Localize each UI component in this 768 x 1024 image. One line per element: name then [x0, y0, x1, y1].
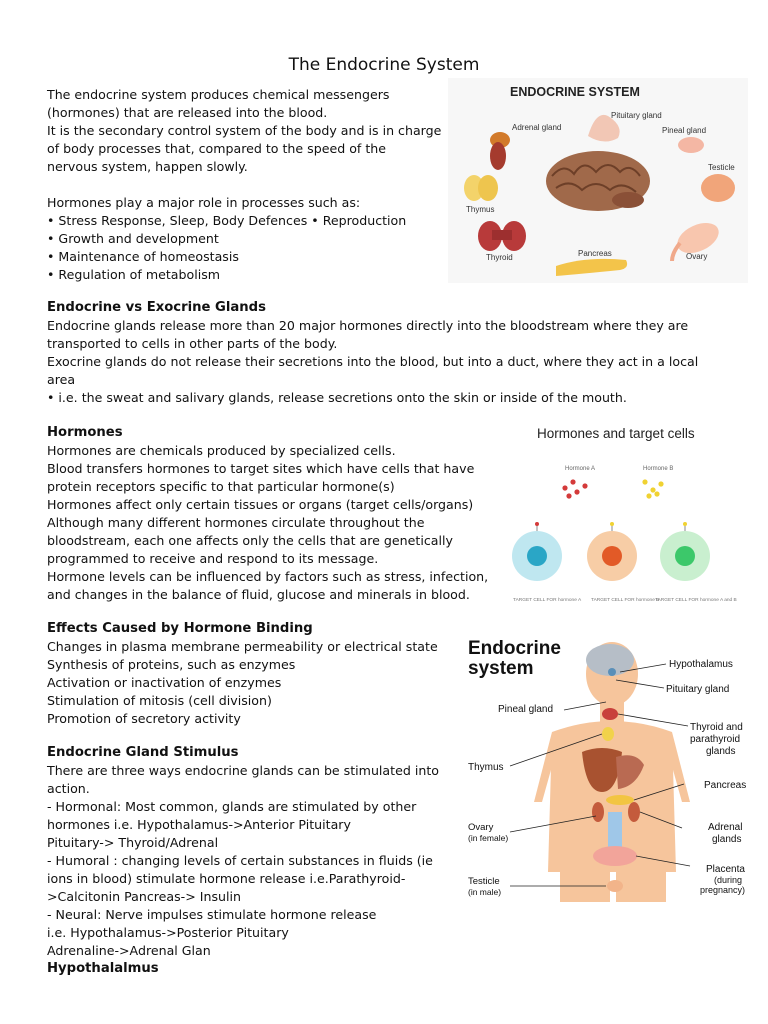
roles-intro: Hormones play a major role in processes such as: — [47, 195, 361, 210]
paragraph-line: - Hormonal: Most common, glands are stimulated by other — [47, 799, 417, 814]
label-pancreas: Pancreas — [704, 780, 747, 791]
label-target-a: TARGET CELL FOR hormone A — [513, 598, 582, 603]
paragraph-line: • i.e. the sweat and salivary glands, release secretions onto the skin or inside of the mouth. — [47, 390, 627, 405]
label-testicle-1: Testicle — [468, 876, 500, 887]
paragraph-line: Blood transfers hormones to target sites which have cells that have — [47, 461, 475, 476]
paragraph-line: action. — [47, 781, 90, 796]
role-item: • Stress Response, Sleep, Body Defences • Reproduction — [47, 213, 407, 228]
section-heading: Endocrine vs Exocrine Glands — [47, 300, 266, 315]
label-adrenal-2: glands — [712, 834, 742, 845]
figure1-title: ENDOCRINE SYSTEM — [510, 85, 640, 99]
label-placenta-3: pregnancy) — [700, 885, 746, 895]
intro-line: The endocrine system produces chemical messengers — [47, 87, 390, 102]
stimulus-section — [47, 744, 439, 978]
paragraph-line: >Calcitonin Pancreas-> Insulin — [47, 889, 241, 904]
paragraph-line: protein receptors specific to that particular hormone(s) — [47, 479, 395, 494]
vessel-shape — [608, 812, 622, 848]
paragraph-line: Pituitary-> Thyroid/Adrenal — [47, 835, 219, 850]
section-heading: Effects Caused by Hormone Binding — [47, 621, 313, 636]
label-pituitary: Pituitary gland — [666, 684, 730, 695]
pancreas-marker — [606, 795, 634, 805]
effects-section — [47, 620, 438, 728]
paragraph-line: area — [47, 372, 76, 387]
paragraph-line: Synthesis of proteins, such as enzymes — [47, 657, 296, 672]
paragraph-line: transported to cells in other parts of the body. — [47, 336, 338, 351]
paragraph-line: Stimulation of mitosis (cell division) — [47, 693, 272, 708]
label-adrenal: Adrenal gland — [512, 123, 562, 132]
hormones-section — [47, 424, 488, 604]
paragraph-line: and changes in the balance of fluid, glucose and minerals in blood. — [47, 587, 470, 602]
section-heading: Endocrine Gland Stimulus — [47, 745, 239, 760]
paragraph-line: hormones i.e. Hypothalamus->Anterior Pituitary — [47, 817, 351, 832]
figure-endocrine-glands — [448, 78, 748, 283]
label-thymus: Thymus — [466, 205, 495, 214]
role-item: • Growth and development — [47, 231, 219, 246]
label-thyroid-2: parathyroid — [690, 734, 741, 745]
paragraph-line: i.e. Hypothalamus->Posterior Pituitary — [47, 925, 289, 940]
label-testicle-2: (in male) — [468, 887, 502, 897]
kidney-left — [592, 802, 604, 822]
label-testicle: Testicle — [708, 163, 735, 172]
role-item: • Regulation of metabolism — [47, 267, 221, 282]
label-thyroid-1: Thyroid and — [690, 722, 743, 733]
paragraph-line: Changes in plasma membrane permeability or electrical state — [47, 639, 438, 654]
label-ovary-1: Ovary — [468, 822, 494, 833]
label-pancreas: Pancreas — [578, 249, 612, 258]
uterus-shape — [593, 846, 637, 866]
testicle-marker — [607, 880, 623, 892]
paragraph-line: bloodstream, each one affects only the cells that are genetically — [47, 533, 453, 548]
label-placenta-2: (during — [714, 875, 743, 885]
label-thyroid: Thyroid — [486, 253, 513, 262]
section-heading: Hormones — [47, 425, 123, 440]
hormone-b-molecules — [642, 479, 663, 498]
figure3-title-line1: Endocrine — [468, 638, 561, 659]
label-pineal: Pineal gland — [662, 126, 707, 135]
figure-hormones-target-cells — [505, 418, 737, 613]
pineal-gland-illustration — [678, 137, 704, 153]
page-title: The Endocrine System — [288, 55, 480, 76]
figure-endocrine-body — [460, 632, 760, 902]
thymus-marker — [602, 727, 614, 741]
brain-illustration — [546, 151, 650, 211]
paragraph-line: ions in blood) stimulate hormone release i.e.Parathyroid- — [47, 871, 406, 886]
intro-line: (hormones) that are released into the blood. — [47, 105, 328, 120]
paragraph-line: Hormones affect only certain tissues or organs (target cells/organs) — [47, 497, 474, 512]
paragraph-line: Hormone levels can be influenced by factors such as stress, infection, — [47, 569, 489, 584]
target-cell-b — [587, 522, 637, 581]
label-placenta-1: Placenta — [706, 864, 745, 875]
endo-exo-section — [47, 299, 698, 407]
paragraph-line: Hormones are chemicals produced by specialized cells. — [47, 443, 396, 458]
paragraph-line: Although many different hormones circulate throughout the — [47, 515, 425, 530]
label-adrenal-1: Adrenal — [708, 822, 743, 833]
thyroid-marker — [602, 708, 618, 720]
intro-line: nervous system, happen slowly. — [47, 159, 248, 174]
paragraph-line: - Neural: Nerve impulses stimulate hormone release — [47, 907, 377, 922]
hormone-a-molecules — [562, 479, 587, 498]
target-cell-ab — [660, 522, 710, 581]
testicle-illustration — [701, 174, 735, 202]
paragraph-line: There are three ways endocrine glands can be stimulated into — [47, 763, 439, 778]
kidney-right — [628, 802, 640, 822]
label-hypothalamus: Hypothalamus — [669, 659, 733, 670]
intro-section — [47, 86, 441, 284]
label-pituitary: Pituitary gland — [611, 111, 662, 120]
label-hormone-b: Hormone B — [643, 466, 674, 472]
paragraph-line: Promotion of secretory activity — [47, 711, 241, 726]
figure2-title: Hormones and target cells — [537, 426, 695, 441]
paragraph-line: programmed to receive and respond to its message. — [47, 551, 379, 566]
label-ovary: Ovary — [686, 252, 708, 261]
label-hormone-a: Hormone A — [565, 466, 596, 472]
thymus-illustration — [464, 175, 498, 201]
paragraph-line: Activation or inactivation of enzymes — [47, 675, 282, 690]
label-target-ab: TARGET CELL FOR hormone A and B — [655, 598, 737, 603]
intro-line: of body processes that, compared to the speed of the — [47, 141, 387, 156]
label-ovary-2: (in female) — [468, 833, 509, 843]
label-pineal: Pineal gland — [498, 704, 554, 715]
role-item: • Maintenance of homeostasis — [47, 249, 239, 264]
label-thyroid-3: glands — [706, 746, 736, 757]
paragraph-line: Adrenaline->Adrenal Glan — [47, 943, 211, 958]
figure3-title-line2: system — [468, 658, 534, 679]
intro-line: It is the secondary control system of the body and is in charge — [47, 123, 442, 138]
trailing-heading: Hypothalalmus — [47, 961, 159, 976]
paragraph-line: Exocrine glands do not release their secretions into the blood, but into a duct, where they act in a local — [47, 354, 699, 369]
target-cell-a — [512, 522, 562, 581]
hypothalamus-marker — [608, 668, 616, 676]
paragraph-line: Endocrine glands release more than 20 major hormones directly into the bloodstream where they are — [47, 318, 689, 333]
label-thymus: Thymus — [468, 762, 504, 773]
label-target-b: TARGET CELL FOR hormone B — [591, 598, 660, 603]
paragraph-line: - Humoral : changing levels of certain substances in fluids (ie — [47, 853, 433, 868]
